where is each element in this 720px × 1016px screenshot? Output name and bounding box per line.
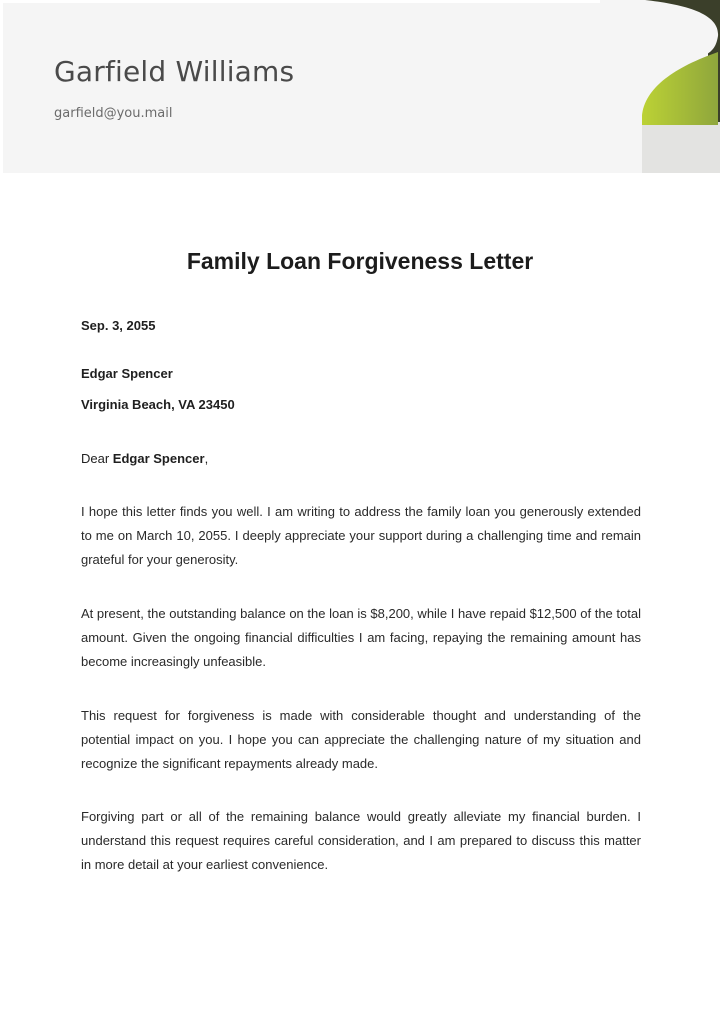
salutation-name: Edgar Spencer xyxy=(112,451,205,466)
salutation xyxy=(81,451,208,466)
recipient-address: Virginia Beach, VA 23450 xyxy=(81,397,235,412)
letter-title: Family Loan Forgiveness Letter xyxy=(186,248,534,274)
letterhead-decoration xyxy=(600,0,720,173)
body-paragraph-1: I hope this letter finds you well. I am writing to address the family loan you generously extended to me on March 10, 2055. I deeply appreciate your support during a challenging time and remain grateful for your generosity. xyxy=(81,504,641,567)
body-paragraph-3: This request for forgiveness is made with considerable thought and understanding of the potential impact on you. I hope you can appreciate the challenging nature of my situation and recognize the significant repayments already made. xyxy=(81,708,641,771)
letter-date: Sep. 3, 2055 xyxy=(81,318,156,333)
sender-email: garfield@you.mail xyxy=(54,106,173,121)
salutation-prefix: Dear xyxy=(81,451,113,466)
salutation-suffix: , xyxy=(204,451,209,466)
body-paragraph-4: Forgiving part or all of the remaining balance would greatly alleviate my financial burden. I understand this request requires careful consideration, and I am prepared to discuss this matter in more detail at your earliest convenience. xyxy=(81,809,641,872)
sender-name: Garfield Williams xyxy=(54,55,295,88)
body-paragraph-2: At present, the outstanding balance on the loan is $8,200, while I have repaid $12,500 of the total amount. Given the ongoing financial difficulties I am facing, repaying the remaining amount has become increasingly unfeasible. xyxy=(81,606,641,669)
recipient-name: Edgar Spencer xyxy=(81,366,173,381)
